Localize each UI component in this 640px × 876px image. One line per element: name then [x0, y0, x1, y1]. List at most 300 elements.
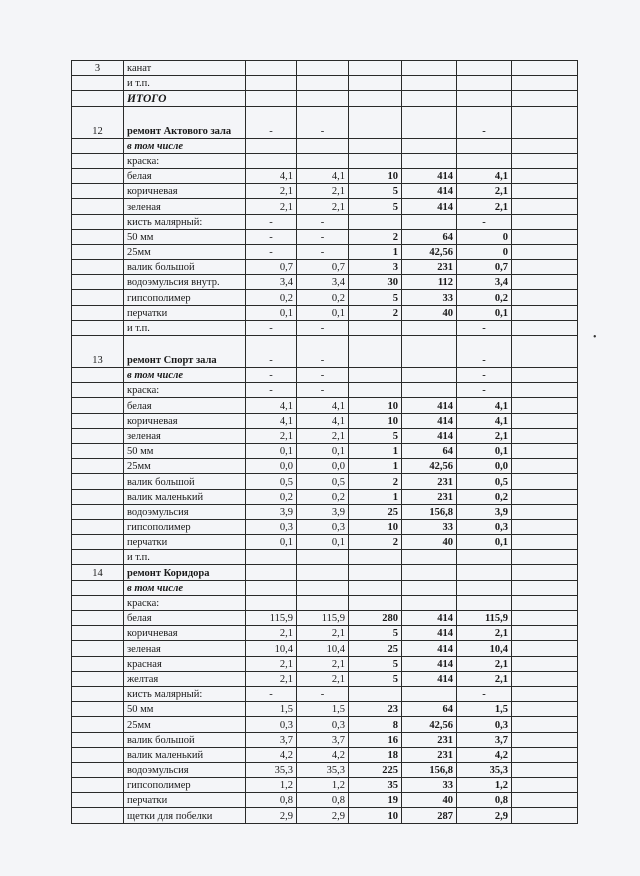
item-name: 50 мм: [127, 231, 154, 243]
row-number: [72, 275, 124, 290]
item-name-cell: [124, 808, 246, 823]
table-row: [72, 244, 578, 259]
total-cell: 4,2: [457, 747, 512, 762]
qty-b-cell: 3,7: [297, 732, 349, 747]
item-name: гипсополимер: [127, 522, 191, 534]
row-number: [72, 793, 124, 808]
total-cell: 4,1: [457, 398, 512, 413]
note-cell: [512, 320, 578, 335]
pack-count-cell: 2: [349, 229, 402, 244]
qty-a-cell: -: [246, 106, 297, 138]
item-name: в том числе: [127, 582, 184, 594]
pack-count-cell: [349, 580, 402, 595]
total-cell: [457, 580, 512, 595]
total-cell: 10,4: [457, 641, 512, 656]
note-cell: [512, 244, 578, 259]
qty-b-cell: 0,1: [297, 443, 349, 458]
pack-count-cell: 1: [349, 459, 402, 474]
note-cell: [512, 275, 578, 290]
table-row: [72, 489, 578, 504]
pack-count-cell: 25: [349, 504, 402, 519]
note-cell: [512, 305, 578, 320]
item-name-cell: [124, 717, 246, 732]
pack-count-cell: [349, 138, 402, 153]
qty-b-cell: -: [297, 320, 349, 335]
note-cell: [512, 153, 578, 168]
item-name: 25мм: [127, 461, 151, 473]
item-name: ремонт Спорт зала: [127, 355, 217, 366]
table-row: [72, 611, 578, 626]
item-name: валик большой: [127, 734, 195, 746]
note-cell: [512, 138, 578, 153]
table-row: [72, 686, 578, 701]
qty-b-cell: [297, 595, 349, 610]
qty-a-cell: 0,0: [246, 459, 297, 474]
note-cell: [512, 383, 578, 398]
pack-count-cell: 5: [349, 671, 402, 686]
item-name: валик маленький: [127, 491, 204, 503]
table-row: [72, 138, 578, 153]
total-cell: 2,1: [457, 671, 512, 686]
table-row: [72, 443, 578, 458]
row-number: [72, 747, 124, 762]
item-name-cell: [124, 443, 246, 458]
unit-price-cell: 112: [402, 275, 457, 290]
pack-count-cell: 225: [349, 762, 402, 777]
item-name: перчатки: [127, 537, 168, 549]
item-name: ИТОГО: [127, 92, 167, 105]
qty-b-cell: 2,1: [297, 428, 349, 443]
total-cell: [457, 550, 512, 565]
total-cell: 0,3: [457, 519, 512, 534]
item-name-cell: [124, 336, 246, 368]
qty-b-cell: 1,5: [297, 702, 349, 717]
table-row: [72, 474, 578, 489]
qty-a-cell: -: [246, 214, 297, 229]
note-cell: [512, 368, 578, 383]
item-name-cell: [124, 671, 246, 686]
note-cell: [512, 535, 578, 550]
qty-b-cell: 0,8: [297, 793, 349, 808]
total-cell: [457, 61, 512, 76]
item-name-cell: [124, 91, 246, 106]
row-number: [72, 153, 124, 168]
item-name-cell: [124, 275, 246, 290]
total-cell: 0,3: [457, 717, 512, 732]
pack-count-cell: 10: [349, 398, 402, 413]
table-row: [72, 336, 578, 368]
unit-price-cell: 156,8: [402, 504, 457, 519]
table-row: [72, 702, 578, 717]
note-cell: [512, 168, 578, 183]
total-cell: [457, 595, 512, 610]
item-name: зеленая: [127, 643, 161, 655]
item-name-cell: [124, 76, 246, 91]
note-cell: [512, 656, 578, 671]
unit-price-cell: 414: [402, 626, 457, 641]
qty-a-cell: -: [246, 229, 297, 244]
item-name: в том числе: [127, 370, 184, 382]
qty-b-cell: [297, 565, 349, 580]
qty-a-cell: 35,3: [246, 762, 297, 777]
table-row: [72, 504, 578, 519]
unit-price-cell: 33: [402, 778, 457, 793]
stray-mark: •: [593, 332, 597, 343]
total-cell: 4,1: [457, 168, 512, 183]
item-name-cell: [124, 229, 246, 244]
qty-b-cell: 0,1: [297, 535, 349, 550]
pack-count-cell: [349, 76, 402, 91]
pack-count-cell: [349, 368, 402, 383]
qty-a-cell: -: [246, 383, 297, 398]
unit-price-cell: 42,56: [402, 459, 457, 474]
item-name-cell: [124, 168, 246, 183]
materials-table: [71, 60, 578, 824]
total-cell: 1,5: [457, 702, 512, 717]
unit-price-cell: [402, 106, 457, 138]
qty-b-cell: 0,5: [297, 474, 349, 489]
item-name: гипсополимер: [127, 292, 191, 304]
qty-b-cell: 4,1: [297, 413, 349, 428]
qty-b-cell: [297, 91, 349, 106]
qty-a-cell: -: [246, 336, 297, 368]
qty-a-cell: 0,5: [246, 474, 297, 489]
note-cell: [512, 413, 578, 428]
unit-price-cell: [402, 686, 457, 701]
unit-price-cell: 64: [402, 702, 457, 717]
total-cell: 2,9: [457, 808, 512, 823]
note-cell: [512, 778, 578, 793]
pack-count-cell: 5: [349, 199, 402, 214]
pack-count-cell: 10: [349, 168, 402, 183]
qty-b-cell: -: [297, 368, 349, 383]
table-row: [72, 76, 578, 91]
item-name-cell: [124, 184, 246, 199]
item-name-cell: [124, 214, 246, 229]
table-row: [72, 413, 578, 428]
table-row: [72, 641, 578, 656]
qty-b-cell: -: [297, 336, 349, 368]
pack-count-cell: 19: [349, 793, 402, 808]
table-row: [72, 732, 578, 747]
qty-b-cell: 3,9: [297, 504, 349, 519]
total-cell: 0,7: [457, 260, 512, 275]
qty-b-cell: 2,1: [297, 626, 349, 641]
row-number: [72, 199, 124, 214]
table-row: [72, 61, 578, 76]
table-row: [72, 398, 578, 413]
item-name: валик большой: [127, 262, 195, 274]
total-cell: 0,5: [457, 474, 512, 489]
table-row: [72, 320, 578, 335]
table-row: [72, 153, 578, 168]
total-cell: [457, 76, 512, 91]
row-number: [72, 138, 124, 153]
total-cell: 0,2: [457, 489, 512, 504]
row-number: [72, 686, 124, 701]
qty-a-cell: 2,1: [246, 428, 297, 443]
item-name: 50 мм: [127, 704, 154, 716]
qty-a-cell: 10,4: [246, 641, 297, 656]
unit-price-cell: 231: [402, 732, 457, 747]
row-number: 3: [72, 61, 124, 76]
table-row: [72, 260, 578, 275]
pack-count-cell: 18: [349, 747, 402, 762]
pack-count-cell: 10: [349, 808, 402, 823]
item-name-cell: [124, 106, 246, 138]
note-cell: [512, 732, 578, 747]
qty-a-cell: 0,2: [246, 489, 297, 504]
pack-count-cell: 16: [349, 732, 402, 747]
note-cell: [512, 61, 578, 76]
item-name-cell: [124, 747, 246, 762]
table-row: [72, 580, 578, 595]
qty-b-cell: 115,9: [297, 611, 349, 626]
item-name: белая: [127, 613, 152, 625]
qty-a-cell: 2,1: [246, 626, 297, 641]
qty-b-cell: 4,1: [297, 398, 349, 413]
item-name-cell: [124, 595, 246, 610]
note-cell: [512, 443, 578, 458]
row-number: [72, 459, 124, 474]
unit-price-cell: 414: [402, 398, 457, 413]
note-cell: [512, 671, 578, 686]
qty-b-cell: [297, 61, 349, 76]
note-cell: [512, 428, 578, 443]
unit-price-cell: [402, 138, 457, 153]
row-number: [72, 611, 124, 626]
row-number: [72, 778, 124, 793]
pack-count-cell: 1: [349, 443, 402, 458]
total-cell: 3,7: [457, 732, 512, 747]
table-row: [72, 778, 578, 793]
total-cell: 0,1: [457, 305, 512, 320]
row-number: [72, 641, 124, 656]
item-name-cell: [124, 778, 246, 793]
item-name: водоэмульсия: [127, 765, 189, 777]
qty-b-cell: -: [297, 686, 349, 701]
total-cell: -: [457, 383, 512, 398]
pack-count-cell: 2: [349, 535, 402, 550]
qty-a-cell: 0,3: [246, 717, 297, 732]
item-name-cell: [124, 565, 246, 580]
qty-a-cell: 1,2: [246, 778, 297, 793]
item-name: зеленая: [127, 201, 161, 213]
item-name-cell: [124, 762, 246, 777]
item-name: коричневая: [127, 628, 178, 640]
unit-price-cell: [402, 368, 457, 383]
item-name: валик большой: [127, 476, 195, 488]
note-cell: [512, 260, 578, 275]
qty-a-cell: 115,9: [246, 611, 297, 626]
row-number: [72, 808, 124, 823]
unit-price-cell: 414: [402, 199, 457, 214]
pack-count-cell: [349, 336, 402, 368]
qty-a-cell: 0,1: [246, 443, 297, 458]
item-name: и т.п.: [127, 323, 150, 334]
qty-a-cell: 2,1: [246, 671, 297, 686]
table-row: [72, 106, 578, 138]
row-number: [72, 504, 124, 519]
item-name-cell: [124, 244, 246, 259]
item-name-cell: [124, 260, 246, 275]
item-name-cell: [124, 793, 246, 808]
pack-count-cell: 2: [349, 474, 402, 489]
total-cell: -: [457, 686, 512, 701]
note-cell: [512, 106, 578, 138]
note-cell: [512, 290, 578, 305]
table-row: [72, 275, 578, 290]
note-cell: [512, 702, 578, 717]
unit-price-cell: [402, 383, 457, 398]
qty-b-cell: -: [297, 106, 349, 138]
item-name-cell: [124, 519, 246, 534]
table-row: [72, 229, 578, 244]
item-name-cell: [124, 535, 246, 550]
unit-price-cell: 414: [402, 428, 457, 443]
pack-count-cell: [349, 383, 402, 398]
table-row: [72, 519, 578, 534]
qty-a-cell: 0,1: [246, 305, 297, 320]
qty-a-cell: 0,3: [246, 519, 297, 534]
item-name: коричневая: [127, 186, 178, 198]
item-name-cell: [124, 320, 246, 335]
note-cell: [512, 76, 578, 91]
total-cell: [457, 565, 512, 580]
item-name: водоэмульсия: [127, 506, 189, 518]
table-row: [72, 91, 578, 106]
note-cell: [512, 747, 578, 762]
unit-price-cell: 414: [402, 168, 457, 183]
qty-b-cell: [297, 153, 349, 168]
qty-a-cell: 4,1: [246, 398, 297, 413]
total-cell: -: [457, 214, 512, 229]
table-row: [72, 808, 578, 823]
table-row: [72, 290, 578, 305]
unit-price-cell: 414: [402, 611, 457, 626]
table-row: [72, 671, 578, 686]
table-row: [72, 656, 578, 671]
unit-price-cell: [402, 76, 457, 91]
qty-b-cell: -: [297, 244, 349, 259]
row-number: [72, 550, 124, 565]
item-name-cell: [124, 61, 246, 76]
unit-price-cell: 64: [402, 443, 457, 458]
pack-count-cell: 30: [349, 275, 402, 290]
row-number: [72, 656, 124, 671]
pack-count-cell: 10: [349, 413, 402, 428]
qty-a-cell: [246, 76, 297, 91]
qty-a-cell: 0,1: [246, 535, 297, 550]
unit-price-cell: [402, 214, 457, 229]
unit-price-cell: [402, 91, 457, 106]
qty-a-cell: [246, 565, 297, 580]
total-cell: 0,0: [457, 459, 512, 474]
unit-price-cell: [402, 580, 457, 595]
pack-count-cell: [349, 153, 402, 168]
row-number: [72, 428, 124, 443]
item-name: водоэмульсия внутр.: [127, 277, 220, 289]
qty-b-cell: 4,1: [297, 168, 349, 183]
item-name: кисть малярный:: [127, 689, 203, 701]
unit-price-cell: 231: [402, 747, 457, 762]
table-row: [72, 184, 578, 199]
row-number: [72, 443, 124, 458]
qty-a-cell: [246, 153, 297, 168]
total-cell: [457, 138, 512, 153]
item-name-cell: [124, 550, 246, 565]
row-number: [72, 383, 124, 398]
item-name: 25мм: [127, 719, 151, 731]
note-cell: [512, 686, 578, 701]
total-cell: 35,3: [457, 762, 512, 777]
total-cell: 2,1: [457, 626, 512, 641]
qty-a-cell: [246, 91, 297, 106]
qty-b-cell: [297, 138, 349, 153]
total-cell: -: [457, 320, 512, 335]
total-cell: 2,1: [457, 199, 512, 214]
qty-a-cell: 2,9: [246, 808, 297, 823]
unit-price-cell: 40: [402, 793, 457, 808]
total-cell: 115,9: [457, 611, 512, 626]
item-name-cell: [124, 398, 246, 413]
table-body: [72, 61, 578, 824]
total-cell: 2,1: [457, 184, 512, 199]
note-cell: [512, 184, 578, 199]
note-cell: [512, 229, 578, 244]
row-number: 12: [72, 106, 124, 138]
item-name-cell: [124, 611, 246, 626]
pack-count-cell: 1: [349, 489, 402, 504]
unit-price-cell: 414: [402, 413, 457, 428]
item-name: щетки для побелки: [127, 810, 213, 822]
pack-count-cell: 5: [349, 626, 402, 641]
row-number: [72, 626, 124, 641]
note-cell: [512, 641, 578, 656]
note-cell: [512, 459, 578, 474]
unit-price-cell: [402, 595, 457, 610]
qty-b-cell: 10,4: [297, 641, 349, 656]
table-row: [72, 550, 578, 565]
total-cell: -: [457, 368, 512, 383]
qty-b-cell: 35,3: [297, 762, 349, 777]
qty-a-cell: 4,1: [246, 168, 297, 183]
qty-a-cell: 0,7: [246, 260, 297, 275]
pack-count-cell: [349, 550, 402, 565]
unit-price-cell: [402, 336, 457, 368]
row-number: [72, 305, 124, 320]
qty-a-cell: 4,1: [246, 413, 297, 428]
row-number: [72, 762, 124, 777]
unit-price-cell: 40: [402, 305, 457, 320]
row-number: [72, 717, 124, 732]
pack-count-cell: 5: [349, 428, 402, 443]
unit-price-cell: 414: [402, 641, 457, 656]
item-name-cell: [124, 626, 246, 641]
qty-b-cell: 0,1: [297, 305, 349, 320]
row-number: [72, 413, 124, 428]
unit-price-cell: 33: [402, 519, 457, 534]
item-name: канат: [127, 63, 152, 75]
item-name: и т.п.: [127, 78, 150, 90]
item-name-cell: [124, 290, 246, 305]
qty-a-cell: [246, 595, 297, 610]
total-cell: 0,1: [457, 535, 512, 550]
total-cell: 2,1: [457, 656, 512, 671]
note-cell: [512, 398, 578, 413]
qty-a-cell: -: [246, 320, 297, 335]
note-cell: [512, 199, 578, 214]
